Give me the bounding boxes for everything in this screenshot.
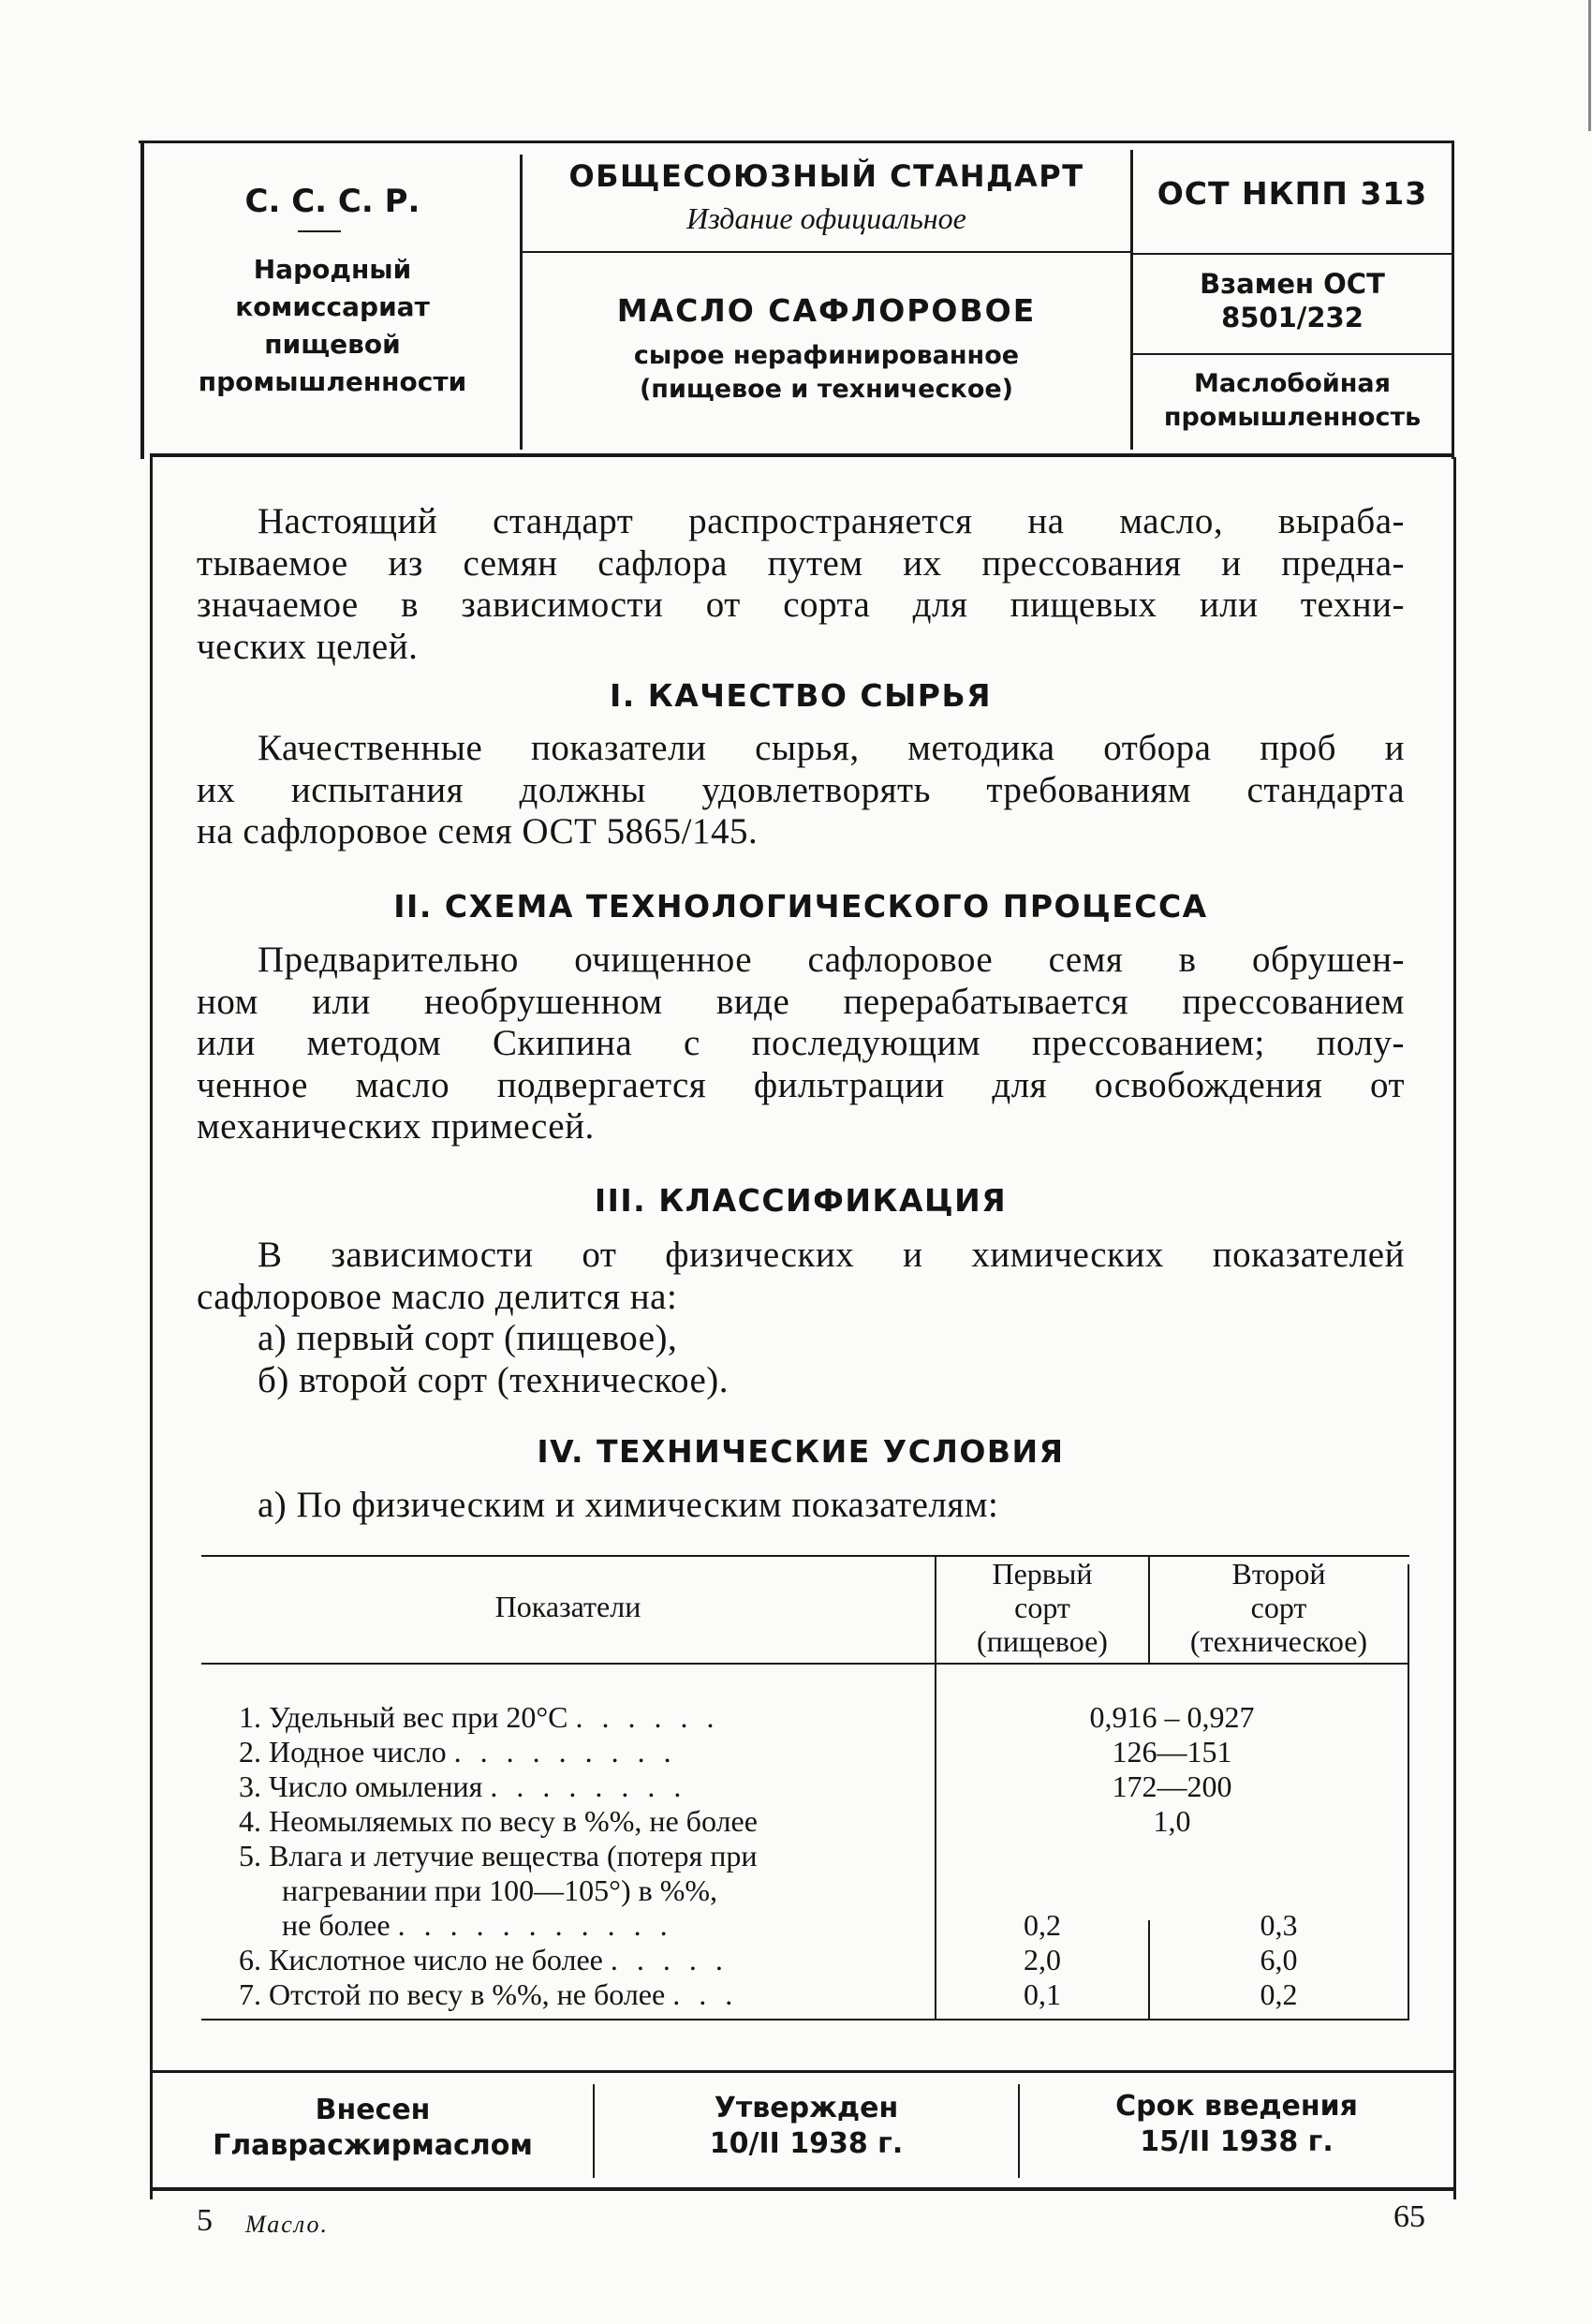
edition-label: Издание официальное: [686, 201, 966, 235]
row-name: 2. Иодное число . . . . . . . . .: [239, 1735, 677, 1769]
row-name: 3. Число омыления . . . . . . . .: [239, 1769, 687, 1803]
page-number: 65: [1393, 2199, 1425, 2234]
submitted-by: Внесен Главрасжирмаслом: [213, 2094, 533, 2162]
row-name: 7. Отстой по весу в %%, не более . . .: [239, 1977, 739, 2011]
row-name: 1. Удельный вес при 20°C . . . . . .: [239, 1700, 720, 1734]
industry-label: Маслобойная промышленность: [1163, 369, 1422, 432]
section-specs-text: а) По физическим и химическим показателям:: [258, 1485, 999, 1525]
scan-edge: [1588, 0, 1591, 131]
left-border: [150, 457, 153, 2199]
section-quality-text: Качественные показатели сырья, методика отбора проб и их испытания должны удовлетворять требованиям стандарта на сафлоровое семя ОСТ 5865/145.: [197, 728, 1405, 851]
section-title-quality: I. КАЧЕСТВО СЫРЬЯ: [609, 677, 993, 714]
product-title: МАСЛО САФЛОРОВОЕ: [616, 292, 1037, 329]
approved-date: Утвержден 10/II 1938 г.: [709, 2092, 904, 2160]
section-process-text: Предварительно очищенное сафлоровое семя в обрушен- ном или необрушенном виде перерабатывается прессованием или методом Скипина с последующим прессованием; полу- ченное масло подвергается фильтрации для освобождения от механических примесей.: [197, 940, 1405, 1147]
intro-paragraph: Настоящий стандарт распространяется на масло, выраба- тываемое из семян сафлора путем их прессования и предна- значаемое в зависимости от сорта для пищевых или техни- ческих целей.: [197, 501, 1405, 667]
signature-number: 5: [197, 2203, 213, 2238]
table-row: [239, 1700, 927, 2012]
product-subtitle: сырое нерафинированное (пищевое и техническое): [633, 341, 1020, 404]
row-name: 6. Кислотное число не более . . . . .: [239, 1943, 729, 1976]
row-name: нагревании при 100—105°) в %%,: [282, 1873, 718, 1907]
right-border: [1453, 457, 1456, 2199]
table-header-first-grade: Первый сорт (пищевое): [977, 1557, 1108, 1658]
signature-label: Масло.: [245, 2211, 329, 2238]
table-header-indicators: Показатели: [494, 1590, 641, 1623]
table-header-second-grade: Второй сорт (техническое): [1189, 1557, 1368, 1658]
commissariat-name: Народный комиссариат пищевой промышленности: [198, 254, 467, 397]
row-name: 5. Влага и летучие вещества (потеря при: [239, 1839, 758, 1873]
standard-type: ОБЩЕСОЮЗНЫЙ СТАНДАРТ: [568, 158, 1084, 194]
country-label: С. С. С. Р.: [244, 183, 420, 220]
replaces-label: Взамен ОСТ 8501/232: [1200, 268, 1385, 333]
standard-code: ОСТ НКПП 313: [1157, 175, 1428, 212]
table-first-grade-values: 0,2 2,0 0,1: [1024, 1908, 1061, 2011]
row-name: 4. Неомыляемых по весу в %%, не более: [239, 1804, 758, 1838]
section-title-specs: IV. ТЕХНИЧЕСКИЕ УСЛОВИЯ: [537, 1433, 1065, 1470]
section-title-classification: III. КЛАССИФИКАЦИЯ: [594, 1182, 1008, 1219]
section-classification-text: В зависимости от физических и химических показателей сафлоровое масло делится на: а) первый сорт (пищевое), б) второй сорт (техническое).: [197, 1235, 1405, 1400]
table-second-grade-values: 0,3 6,0 0,2: [1260, 1908, 1298, 2011]
section-title-process: II. СХЕМА ТЕХНОЛОГИЧЕСКОГО ПРОЦЕССА: [393, 888, 1208, 925]
table-common-values: 0,916 – 0,927 126—151 172—200 1,0: [1089, 1700, 1255, 1838]
effective-date: Срок введения 15/II 1938 г.: [1115, 2090, 1358, 2158]
row-name: не более . . . . . . . . . . .: [282, 1908, 673, 1942]
